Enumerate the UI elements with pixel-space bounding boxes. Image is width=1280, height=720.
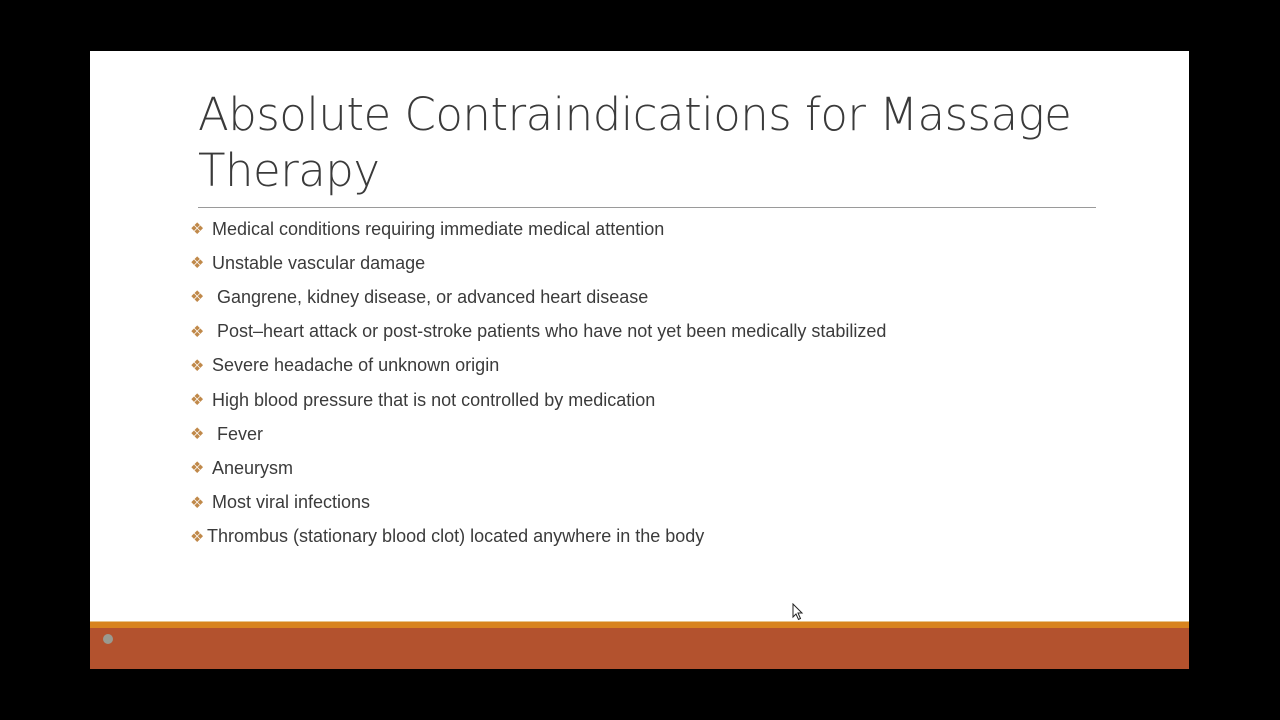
list-item	[190, 315, 886, 349]
list-item	[190, 349, 886, 383]
bullet-text: Gangrene, kidney disease, or advanced heart disease	[212, 286, 649, 307]
bullet-text: Aneurysm	[212, 457, 294, 478]
diamond-bullet-icon: ❖	[190, 426, 205, 444]
slide	[90, 51, 1189, 669]
footer-bar	[90, 628, 1189, 669]
diamond-bullet-icon: ❖	[190, 357, 205, 375]
bullet-text: Thrombus (stationary blood clot) located anywhere in the body	[207, 526, 705, 547]
diamond-bullet-icon: ❖	[190, 289, 205, 307]
list-item	[190, 417, 886, 451]
diamond-bullet-icon: ❖	[190, 460, 205, 478]
bullet-text: High blood pressure that is not controlled by medication	[212, 389, 656, 410]
list-item	[190, 486, 886, 520]
bullet-text: Fever	[212, 423, 264, 444]
mouse-cursor-icon	[792, 603, 804, 621]
list-item	[190, 280, 886, 314]
slide-indicator-dot[interactable]	[103, 634, 113, 644]
diamond-bullet-icon: ❖	[190, 221, 205, 239]
diamond-bullet-icon: ❖	[190, 392, 205, 410]
bullet-text: Most viral infections	[212, 492, 371, 513]
slide-title: Absolute Contraindications for Massage Therapy	[198, 88, 1072, 197]
bullet-text: Medical conditions requiring immediate medical attention	[212, 218, 665, 239]
diamond-bullet-icon: ❖	[190, 255, 205, 273]
diamond-bullet-icon: ❖	[190, 494, 205, 512]
title-divider	[198, 207, 1096, 208]
diamond-bullet-icon: ❖	[190, 323, 205, 341]
bullet-list	[190, 212, 886, 554]
bullet-text: Unstable vascular damage	[212, 252, 426, 273]
list-item	[190, 383, 886, 417]
list-item	[190, 520, 886, 554]
list-item	[190, 451, 886, 485]
bullet-text: Severe headache of unknown origin	[212, 355, 500, 376]
bullet-text: Post–heart attack or post-stroke patients who have not yet been medically stabilized	[212, 321, 887, 342]
list-item	[190, 212, 886, 246]
diamond-bullet-icon: ❖	[190, 528, 205, 546]
list-item	[190, 246, 886, 280]
